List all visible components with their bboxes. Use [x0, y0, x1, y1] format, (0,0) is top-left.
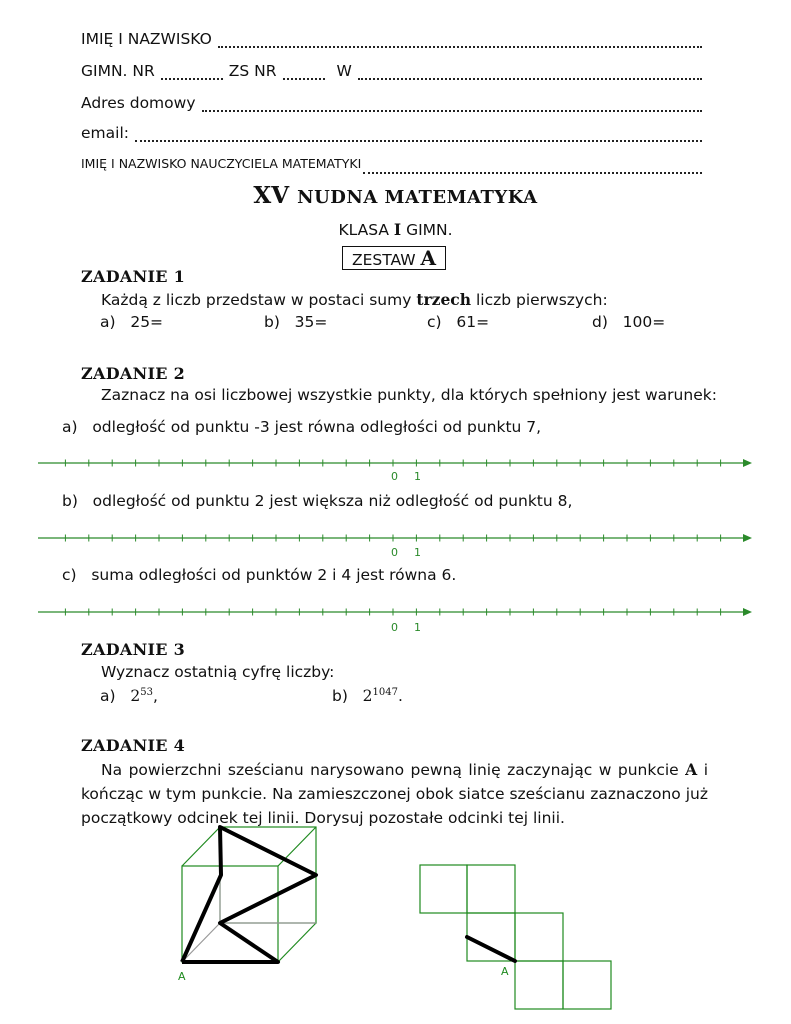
item-label: a): [100, 687, 116, 706]
task3-heading: ZADANIE 3: [81, 640, 186, 659]
task2-intro: Zaznacz na osi liczbowej wszystkie punkty, dla których spełniony jest warunek:: [101, 386, 717, 404]
axis-a-arrow: [743, 459, 752, 467]
task3-intro: Wyznacz ostatnią cyfrę liczby:: [101, 663, 335, 681]
name-label: IMIĘ I NAZWISKO: [81, 30, 212, 48]
axis-b-zero-label: 0: [391, 546, 398, 559]
item-exponent: 53: [140, 687, 153, 698]
w-label: W: [336, 62, 352, 80]
task1-text-after: liczb pierwszych:: [475, 291, 608, 309]
item-text: suma odległości od punktów 2 i 4 jest równa 6.: [91, 566, 457, 584]
address-label: Adres domowy: [81, 94, 196, 112]
net-initial-segment: [467, 937, 515, 961]
net-square: [563, 961, 611, 1009]
zs-label: ZS NR: [228, 62, 277, 80]
class-number: I: [393, 220, 402, 239]
cube-edge: [182, 827, 220, 866]
item-punct: .: [398, 687, 403, 706]
title-name: NUDNA MATEMATYKA: [297, 187, 538, 208]
item-value: 61=: [456, 313, 490, 331]
item-label: d): [592, 313, 608, 331]
task3-item-b: [332, 687, 403, 705]
task4-text: [81, 758, 708, 830]
class-suffix: GIMN.: [406, 221, 453, 239]
item-label: c): [427, 313, 442, 331]
item-value: 100=: [622, 313, 666, 331]
axis-c-one-label: 1: [414, 621, 421, 634]
axis-b-one-label: 1: [414, 546, 421, 559]
school-label: GIMN. NR: [81, 62, 155, 80]
cube-hidden-edge: [182, 923, 220, 962]
axis-c-zero-label: 0: [391, 621, 398, 634]
task2-heading: ZADANIE 2: [81, 364, 186, 383]
net-square: [467, 865, 515, 913]
task4-text-2: i kończąc w tym punkcie. Na zamieszczonej obok siatce sześcianu zaznaczono już początkowy odcinek tej linii. Dorysuj pozostałe odcinki tej linii.: [81, 761, 708, 827]
item-value: 35=: [294, 313, 328, 331]
task4-text-1: Na powierzchni sześcianu narysowano pewną linię zaczynając w punkcie: [101, 761, 679, 779]
task1-text-before: Każdą z liczb przedstaw w postaci sumy: [101, 291, 412, 309]
task1-text-bold: trzech: [416, 290, 472, 309]
email-label: email:: [81, 124, 129, 142]
item-value: 25=: [130, 313, 164, 331]
item-base: 2: [362, 687, 373, 706]
cube-edge: [278, 923, 316, 962]
item-label: b): [62, 492, 78, 510]
cube-net: [420, 865, 611, 1009]
net-square: [515, 961, 563, 1009]
net-square: [467, 913, 515, 961]
teacher-label: IMIĘ I NAZWISKO NAUCZYCIELA MATEMATYKI: [81, 156, 362, 171]
item-base: 2: [130, 687, 141, 706]
item-label: c): [62, 566, 77, 584]
item-exponent: 1047: [372, 687, 398, 698]
task4-point: A: [685, 760, 698, 779]
axis-c-arrow: [743, 608, 752, 616]
title-roman: XV: [253, 182, 290, 209]
item-label: a): [62, 418, 78, 436]
item-label: a): [100, 313, 116, 331]
class-prefix: KLASA: [338, 221, 389, 239]
axis-a-one-label: 1: [414, 470, 421, 483]
axis-b-arrow: [743, 534, 752, 542]
task3-item-a: [100, 687, 158, 705]
item-label: b): [332, 687, 348, 706]
net-square: [420, 865, 467, 913]
cube-point-label: A: [178, 970, 186, 983]
item-label: b): [264, 313, 280, 331]
set-label: ZESTAW: [351, 251, 416, 269]
net-square: [515, 913, 563, 961]
task1-heading: ZADANIE 1: [81, 267, 186, 286]
axis-a-zero-label: 0: [391, 470, 398, 483]
item-text: odległość od punktu 2 jest większa niż odległość od punktu 8,: [92, 492, 573, 510]
set-letter: A: [420, 246, 437, 270]
item-text: odległość od punktu -3 jest równa odległości od punktu 7,: [92, 418, 542, 436]
net-point-label: A: [501, 965, 509, 978]
task4-heading: ZADANIE 4: [81, 736, 186, 755]
item-punct: ,: [152, 687, 158, 706]
